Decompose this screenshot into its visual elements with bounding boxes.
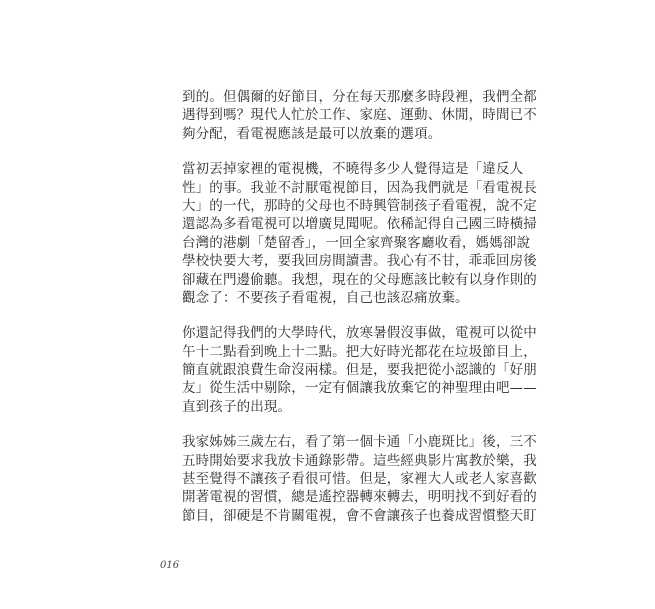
page-number: 016 <box>160 560 180 571</box>
text-line: 簡直就跟浪費生命沒兩樣。但是，要我把從小認識的「好朋 <box>182 362 537 379</box>
text-line: 你還記得我們的大學時代，放寒暑假沒事做，電視可以從中 <box>182 325 537 342</box>
body-text <box>182 88 537 542</box>
text-line: 我家姊姊三歲左右，看了第一個卡通「小鹿斑比」後，三不 <box>182 434 537 451</box>
text-line: 甚至覺得不讓孩子看很可惜。但是，家裡大人或老人家喜歡 <box>182 471 537 488</box>
text-line: 開著電視的習慣，總是遙控器轉來轉去，明明找不到好看的 <box>182 489 537 506</box>
paragraph <box>182 324 537 416</box>
paragraph <box>182 160 537 307</box>
text-line: 午十二點看到晚上十二點。把大好時光都花在垃圾節目上， <box>182 343 537 360</box>
text-line: 台灣的港劇「楚留香」，一回全家齊聚客廳收看，媽媽卻說 <box>182 234 531 251</box>
text-line: 夠分配，看電視應該是最可以放棄的選項。 <box>182 125 442 142</box>
text-line: 遇得到嗎？現代人忙於工作、家庭、運動、休閒，時間已不 <box>182 107 537 124</box>
text-line: 性」的事。我並不討厭電視節目，因為我們就是「看電視長 <box>182 179 537 196</box>
text-line: 友」從生活中剔除，一定有個讓我放棄它的神聖理由吧—— <box>182 380 537 397</box>
text-line: 到的。但偶爾的好節目，分在每天那麼多時段裡，我們全都 <box>182 89 537 105</box>
text-line: 節目，卻硬是不肯關電視，會不會讓孩子也養成習慣整天盯 <box>182 507 537 524</box>
paragraph <box>182 433 537 525</box>
text-line: 大」的一代，那時的父母也不時興管制孩子看電視，說不定 <box>182 197 537 214</box>
text-line: 直到孩子的出現。 <box>182 398 292 415</box>
text-line: 還認為多看電視可以增廣見聞呢。依稀記得自己國三時橫掃 <box>182 216 537 233</box>
text-line: 卻藏在門邊偷聽。我想，現在的父母應該比較有以身作則的 <box>182 271 537 288</box>
text-line: 學校快要大考，要我回房間讀書。我心有不甘，乖乖回房後 <box>182 253 537 270</box>
text-line: 觀念了：不要孩子看電視，自己也該忍痛放棄。 <box>182 289 469 306</box>
text-line: 五時開始要求我放卡通錄影帶。這些經典影片寓教於樂，我 <box>182 452 537 469</box>
text-line: 當初丟掉家裡的電視機，不曉得多少人覺得這是「違反人 <box>182 161 524 178</box>
paragraph <box>182 88 537 143</box>
